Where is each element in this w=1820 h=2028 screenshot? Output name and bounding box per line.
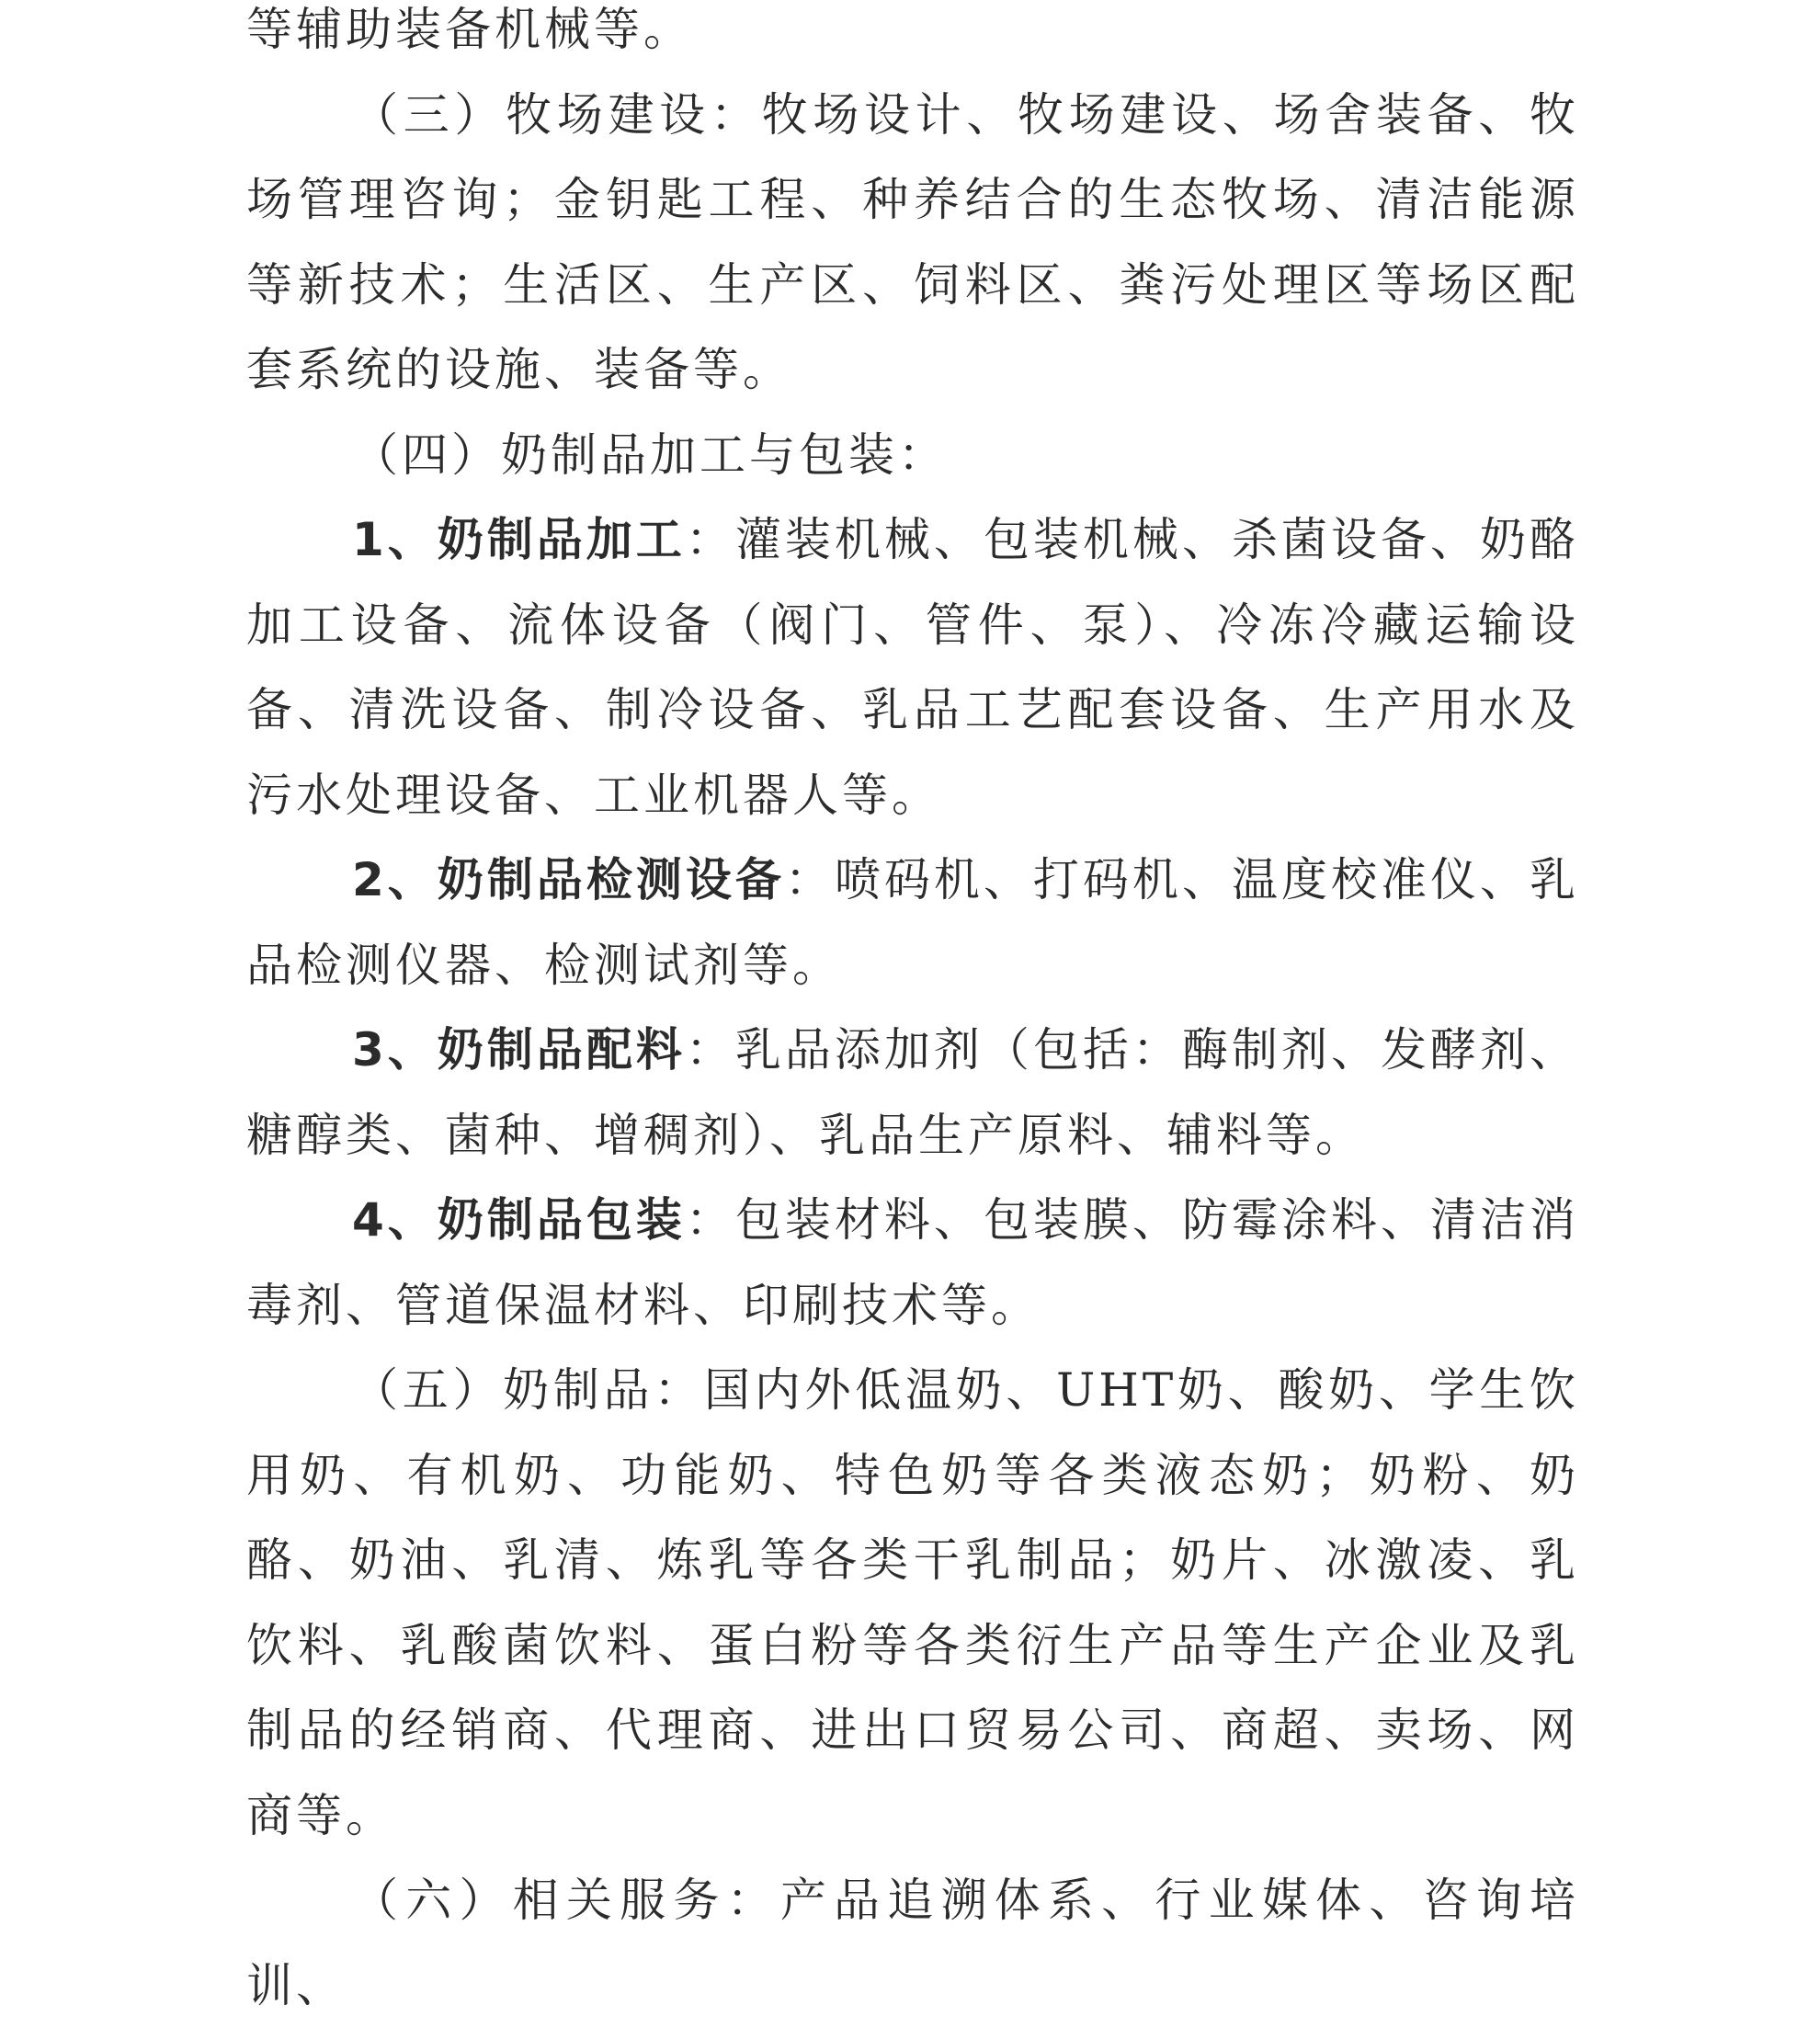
paragraph-ranch-construction: （三）牧场建设：牧场设计、牧场建设、场舍装备、牧场管理咨询；金钥匙工程、种养结合的生态牧场、清洁能源等新技术；生活区、生产区、饲料区、粪污处理区等场区配套系统的设施、装备等。 bbox=[246, 87, 1579, 396]
paragraph-dairy-ingredients bbox=[246, 1008, 1579, 1178]
item-body: ：灌装机械、包装机械、杀菌设备、奶酪加工设备、流体设备（阀门、管件、泵）、冷冻冷藏运输设备、清洗设备、制冷设备、乳品工艺配套设备、生产用水及污水处理设备、工业机器人等。 bbox=[246, 513, 1580, 822]
item-body: ：包装材料、包装膜、防霉涂料、清洁消毒剂、管道保温材料、印刷技术等。 bbox=[246, 1193, 1580, 1332]
paragraph-dairy-testing-equipment bbox=[246, 837, 1579, 1008]
item-heading: 4、奶制品包装 bbox=[352, 1193, 686, 1247]
paragraph-continuation: 等辅助装备机械等。 bbox=[246, 3, 693, 56]
paragraph-dairy-packaging bbox=[246, 1178, 1579, 1348]
paragraph-dairy-products: （五）奶制品：国内外低温奶、UHT奶、酸奶、学生饮用奶、有机奶、功能奶、特色奶等各类液态奶；奶粉、奶酪、奶油、乳清、炼乳等各类干乳制品；奶片、冰激凌、乳饮料、乳酸菌饮料、蛋白粉等各类衍生产品等生产企业及乳制品的经销商、代理商、进出口贸易公司、商超、卖场、网商等。 bbox=[246, 1363, 1579, 1842]
item-body: ：乳品添加剂（包括：酶制剂、发酵剂、糖醇类、菌种、增稠剂）、乳品生产原料、辅料等。 bbox=[246, 1023, 1580, 1162]
paragraph-related-services: （六）相关服务：产品追溯体系、行业媒体、咨询培训、 bbox=[246, 1874, 1579, 2012]
item-heading: 1、奶制品加工 bbox=[352, 513, 686, 566]
item-body: ：喷码机、打码机、温度校准仪、乳品检测仪器、检测试剂等。 bbox=[246, 853, 1580, 992]
item-heading: 3、奶制品配料 bbox=[352, 1023, 686, 1077]
item-heading: 2、奶制品检测设备 bbox=[352, 853, 785, 906]
paragraph-dairy-processing bbox=[246, 497, 1579, 837]
paragraph-dairy-processing-packaging: （四）奶制品加工与包装： bbox=[352, 427, 948, 482]
document-page bbox=[246, 0, 1580, 2012]
